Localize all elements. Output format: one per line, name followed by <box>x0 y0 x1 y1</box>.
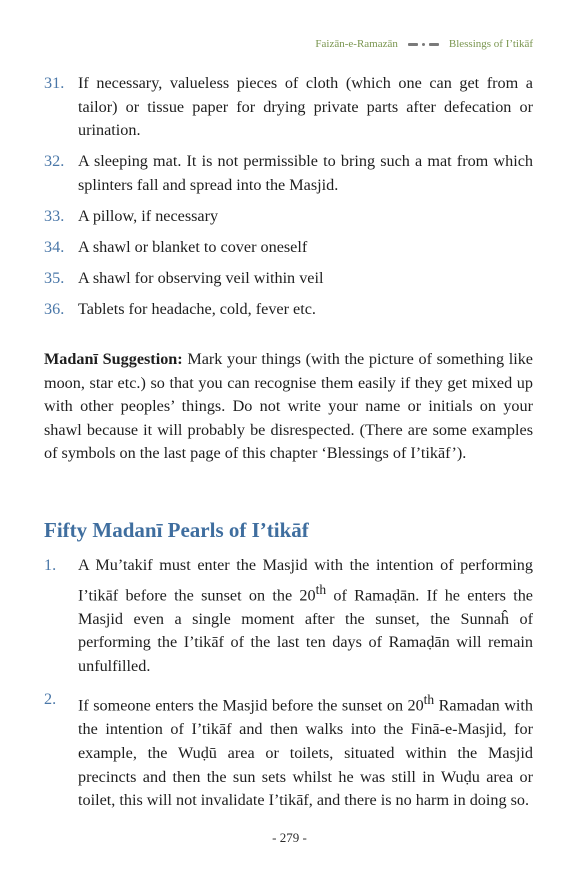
item-number: 32. <box>44 152 65 171</box>
item-text: A shawl or blanket to cover oneself <box>78 238 308 257</box>
text-part: A Mu’takif must enter the Masjid with the intention of performing I’tikāf before the sunset on the 20 <box>78 556 533 604</box>
item-number: 34. <box>44 238 65 257</box>
item-text: A shawl for observing veil within veil <box>78 269 324 288</box>
chapter-title: Blessings of I’tikāf <box>448 38 533 50</box>
item-number: 33. <box>44 206 65 225</box>
text-part: Ramadan with the intention of I’tikāf and then walks into the Finā-e-Masjid, for example, the Wuḍū area or toilets, situated within the Masjid precincts and then the sun sets whilst he was still in Wuḍu area or toilet, this will not invalidate I’tikāf, and there is no harm in doing so. <box>78 696 533 810</box>
list-item <box>44 236 533 260</box>
list-item <box>44 267 533 291</box>
suggestion-label: Madanī Suggestion: <box>44 350 183 368</box>
list-item <box>44 205 533 229</box>
running-header <box>315 38 533 50</box>
item-text <box>78 688 533 812</box>
section-heading: Fifty Madanī Pearls of I’tikāf <box>44 518 309 542</box>
page-number: - 279 - <box>272 830 307 845</box>
item-number: 31. <box>44 74 65 92</box>
item-number: 2. <box>44 690 57 709</box>
ordinal-suffix: th <box>423 692 435 708</box>
item-text: A sleeping mat. It is not permissible to bring such a mat from which splinters fall and spread into the Masjid. <box>78 152 533 194</box>
list-item <box>44 72 533 143</box>
text-part: of Ramaḍān. If he enters the Masjid even a single moment after the sunset, the Sunnaĥ of performing the I’tikāf of the last ten days of Ramaḍān will remain unfulfilled. <box>78 585 533 675</box>
madani-pearls-list <box>44 554 533 823</box>
item-text: A pillow, if necessary <box>78 206 219 225</box>
list-item <box>44 298 533 322</box>
item-number: 36. <box>44 300 65 319</box>
item-number: 1. <box>44 556 57 574</box>
list-item <box>44 150 533 197</box>
header-separator <box>408 43 439 46</box>
madani-suggestion <box>44 348 533 466</box>
text-part: If someone enters the Masjid before the sunset on 20 <box>78 696 424 715</box>
list-item <box>44 688 533 812</box>
item-text: Tablets for headache, cold, fever etc. <box>78 300 316 319</box>
itikaf-items-list <box>44 72 533 329</box>
item-number: 35. <box>44 269 65 288</box>
list-item <box>44 554 533 678</box>
item-text: If necessary, valueless pieces of cloth (which one can get from a tailor) or tissue paper for drying private parts after defecation or urination. <box>78 74 533 140</box>
ordinal-suffix: th <box>315 581 327 597</box>
suggestion-text: Mark your things (with the picture of something like moon, star etc.) so that you can recognise them easily if they get mixed up with other peoples’ things. Do not write your name or initials on your shawl because it will probably be disrespected. (There are some examples of symbols on the last page of this chapter ‘Blessings of I’tikāf’). <box>44 350 533 463</box>
book-title: Faizān-e-Ramazān <box>315 38 398 50</box>
item-text <box>78 554 533 678</box>
